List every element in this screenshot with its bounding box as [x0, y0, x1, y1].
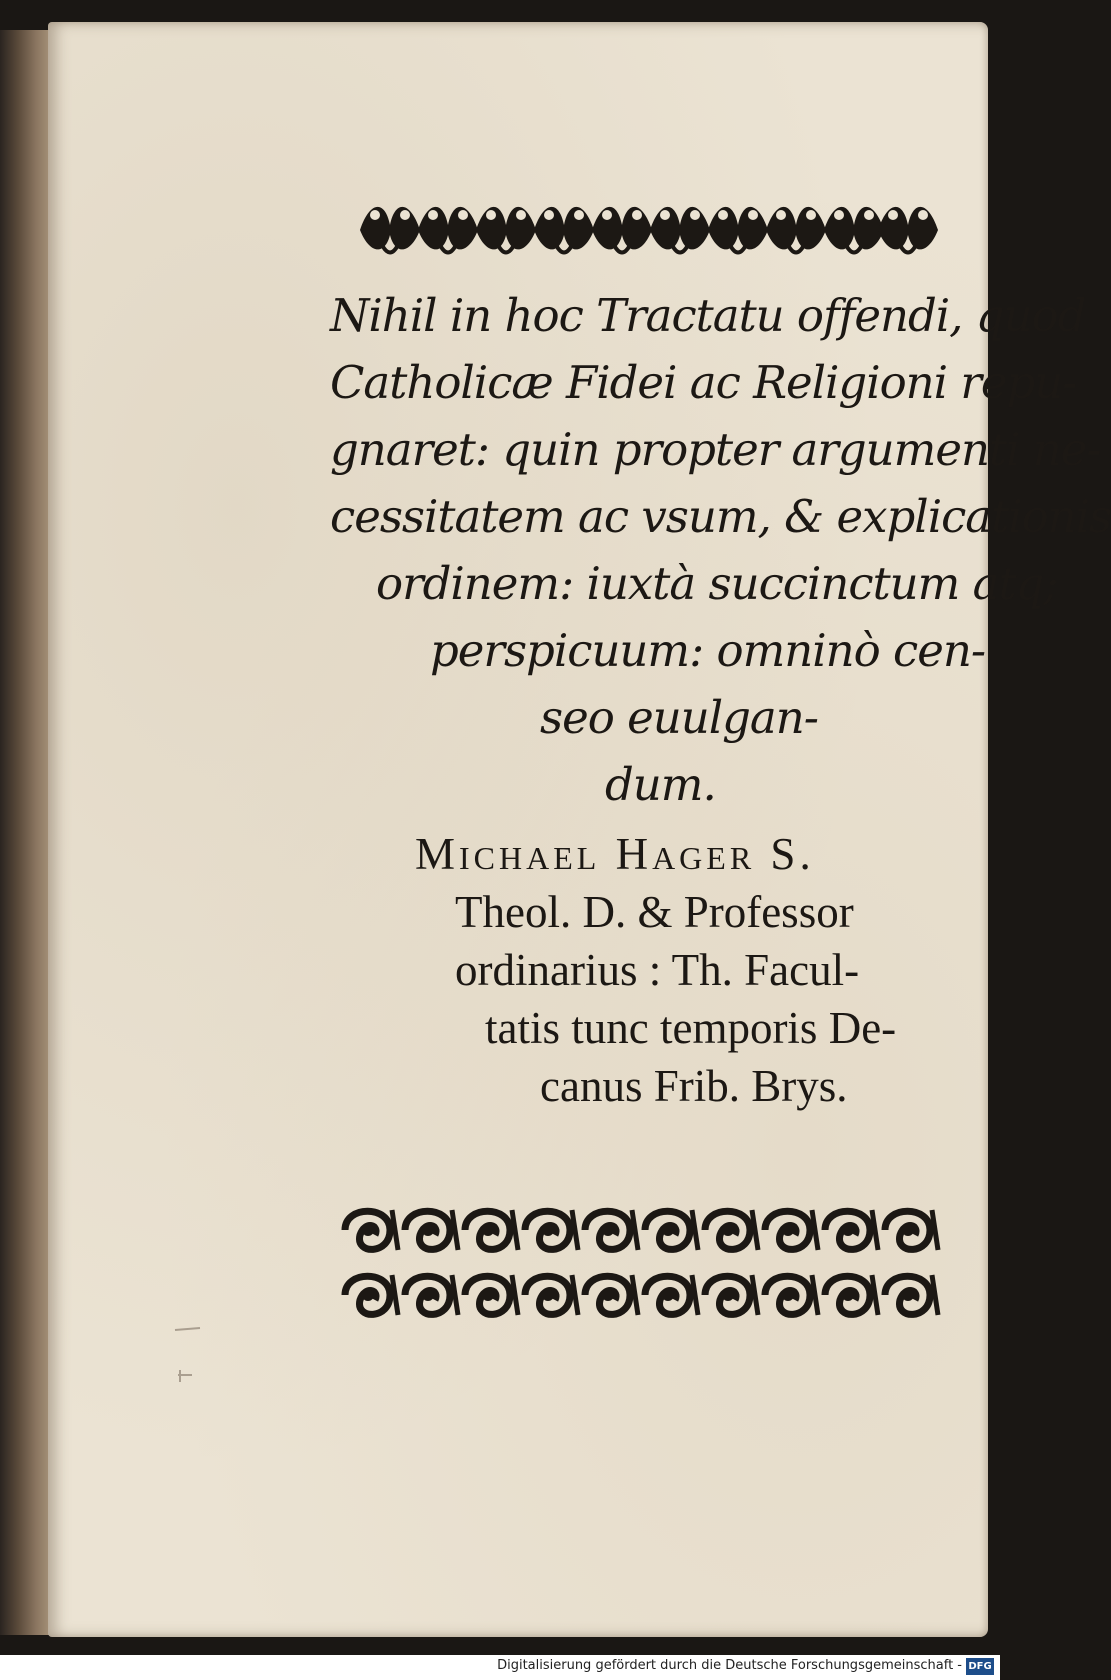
signature-line: canus Frib. Brys. — [540, 1061, 848, 1111]
signature-block — [415, 825, 975, 1115]
footer-bar — [0, 1655, 1000, 1680]
censura-line: seo euulgan- — [540, 691, 818, 744]
censura-line: Catholicæ Fidei ac Religioni repu- — [330, 356, 1077, 409]
signature-line: tatis tunc temporis De- — [485, 1003, 897, 1053]
censura-text — [330, 282, 1111, 818]
censura-line: cessitatem ac vsum, & explicationis — [330, 490, 1111, 543]
signature-line: Theol. D. & Professor — [455, 887, 854, 937]
censura-line: Nihil in hoc Tractatu offendi, quod — [330, 289, 1086, 342]
censura-line: dum. — [605, 758, 716, 811]
signature-name: Michael Hager S. — [415, 829, 815, 879]
censura-line: ordinem: iuxtà succinctum atq; — [376, 557, 1058, 610]
censura-line: perspicuum: omninò cen- — [430, 624, 986, 677]
footer-credit: Digitalisierung gefördert durch die Deutsche Forschungsgemeinschaft - — [497, 1658, 962, 1673]
signature-line: ordinarius : Th. Facul- — [455, 945, 860, 995]
bottom-ornament-band — [340, 1200, 940, 1330]
dfg-logo: DFG — [966, 1658, 994, 1675]
paper-marks — [170, 1320, 250, 1400]
top-ornament-band — [360, 195, 940, 265]
censura-line: gnaret: quin propter argumenti ne- — [330, 423, 1101, 476]
